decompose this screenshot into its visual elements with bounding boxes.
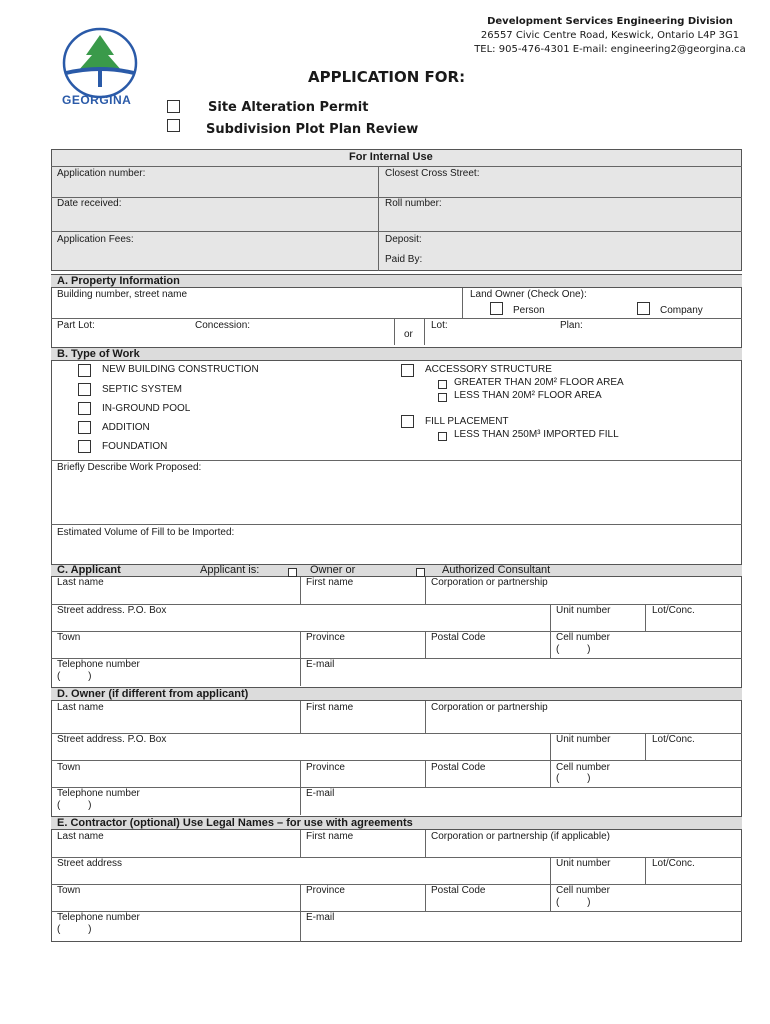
division-name: Development Services Engineering Division — [487, 16, 733, 27]
c-last-name-field[interactable]: Last name — [57, 577, 104, 588]
subdivision-checkbox[interactable] — [167, 119, 180, 132]
e-telephone-field[interactable]: Telephone number — [57, 912, 140, 923]
d-telephone-paren: ( ) — [57, 800, 92, 811]
c-unit-field[interactable]: Unit number — [556, 605, 611, 616]
addition-label: ADDITION — [102, 422, 150, 433]
c-town-field[interactable]: Town — [57, 632, 81, 643]
deposit-field[interactable]: Deposit: — [385, 234, 422, 245]
greater-checkbox[interactable] — [438, 380, 447, 389]
foundation-checkbox[interactable] — [78, 440, 91, 453]
part-lot-field[interactable]: Part Lot: — [57, 320, 95, 331]
company-checkbox[interactable] — [637, 302, 650, 315]
land-owner-label: Land Owner (Check One): — [470, 289, 587, 300]
d-lotconc-field[interactable]: Lot/Conc. — [652, 734, 695, 745]
consultant-label: Authorized Consultant — [442, 564, 551, 576]
accessory-label: ACCESSORY STRUCTURE — [425, 364, 552, 375]
accessory-checkbox[interactable] — [401, 364, 414, 377]
d-town-field[interactable]: Town — [57, 762, 81, 773]
d-first-name-field[interactable]: First name — [306, 702, 354, 713]
consultant-checkbox[interactable] — [416, 568, 425, 577]
georgina-logo — [56, 25, 146, 109]
building-street-field[interactable]: Building number, street name — [57, 289, 188, 300]
c-telephone-field[interactable]: Telephone number — [57, 659, 140, 670]
c-postal-field[interactable]: Postal Code — [431, 632, 486, 643]
e-email-field[interactable]: E-mail — [306, 912, 335, 923]
owner-label: Owner or — [310, 564, 356, 576]
or-label: or — [404, 329, 413, 340]
internal-use-heading: For Internal Use — [349, 151, 433, 163]
c-cell-paren: ( ) — [556, 644, 591, 655]
septic-checkbox[interactable] — [78, 383, 91, 396]
septic-label: SEPTIC SYSTEM — [102, 384, 183, 395]
d-email-field[interactable]: E-mail — [306, 788, 335, 799]
pool-checkbox[interactable] — [78, 402, 91, 415]
section-d-heading: D. Owner (if different from applicant) — [57, 688, 249, 700]
division-address: 26557 Civic Centre Road, Keswick, Ontario L4P 3G1 — [480, 30, 740, 41]
site-alteration-checkbox[interactable] — [167, 100, 180, 113]
section-a-heading: A. Property Information — [57, 275, 180, 287]
option-site-alteration[interactable] — [167, 100, 180, 118]
c-province-field[interactable]: Province — [306, 632, 345, 643]
company-label: Company — [660, 305, 703, 316]
c-cell-field[interactable]: Cell number — [556, 632, 610, 643]
c-lotconc-field[interactable]: Lot/Conc. — [652, 605, 695, 616]
fill-checkbox[interactable] — [401, 415, 414, 428]
application-number-field[interactable]: Application number: — [57, 168, 146, 179]
e-corporation-field[interactable]: Corporation or partnership (if applicable) — [431, 831, 610, 842]
describe-work-field[interactable]: Briefly Describe Work Proposed: — [57, 462, 202, 473]
d-cell-field[interactable]: Cell number — [556, 762, 610, 773]
header-block — [420, 15, 770, 57]
c-telephone-paren: ( ) — [57, 671, 92, 682]
pool-label: IN-GROUND POOL — [102, 403, 191, 414]
owner-checkbox[interactable] — [288, 568, 297, 577]
closest-cross-street-field[interactable]: Closest Cross Street: — [385, 168, 480, 179]
new-building-label: NEW BUILDING CONSTRUCTION — [102, 364, 259, 375]
option-site-alteration-label: Site Alteration Permit — [208, 100, 369, 115]
plan-field[interactable]: Plan: — [560, 320, 583, 331]
concession-field[interactable]: Concession: — [195, 320, 251, 331]
foundation-label: FOUNDATION — [102, 441, 168, 452]
section-b-heading: B. Type of Work — [57, 348, 140, 360]
fill-label: FILL PLACEMENT — [425, 416, 509, 427]
paid-by-field[interactable]: Paid By: — [385, 254, 423, 265]
e-unit-field[interactable]: Unit number — [556, 858, 611, 869]
new-building-checkbox[interactable] — [78, 364, 91, 377]
d-corporation-field[interactable]: Corporation or partnership — [431, 702, 548, 713]
applicant-is-label: Applicant is: — [200, 564, 260, 576]
e-cell-field[interactable]: Cell number — [556, 885, 610, 896]
person-label: Person — [513, 305, 545, 316]
e-lotconc-field[interactable]: Lot/Conc. — [652, 858, 695, 869]
c-first-name-field[interactable]: First name — [306, 577, 354, 588]
c-email-field[interactable]: E-mail — [306, 659, 335, 670]
e-street-field[interactable]: Street address — [57, 858, 123, 869]
e-province-field[interactable]: Province — [306, 885, 345, 896]
e-cell-paren: ( ) — [556, 897, 591, 908]
d-last-name-field[interactable]: Last name — [57, 702, 104, 713]
option-subdivision[interactable] — [167, 119, 180, 137]
d-cell-paren: ( ) — [556, 773, 591, 784]
c-corporation-field[interactable]: Corporation or partnership — [431, 577, 548, 588]
e-first-name-field[interactable]: First name — [306, 831, 354, 842]
option-subdivision-label: Subdivision Plot Plan Review — [206, 122, 419, 137]
c-street-field[interactable]: Street address. P.O. Box — [57, 605, 167, 616]
e-town-field[interactable]: Town — [57, 885, 81, 896]
application-fees-field[interactable]: Application Fees: — [57, 234, 134, 245]
d-street-field[interactable]: Street address. P.O. Box — [57, 734, 167, 745]
division-contact: TEL: 905-476-4301 E-mail: engineering2@georgina.ca — [474, 44, 746, 55]
e-telephone-paren: ( ) — [57, 924, 92, 935]
form-title: APPLICATION FOR: — [308, 68, 466, 86]
less-fill-label: LESS THAN 250M³ IMPORTED FILL — [454, 429, 619, 440]
section-e-heading: E. Contractor (optional) Use Legal Names – for use with agreements — [57, 817, 413, 829]
d-unit-field[interactable]: Unit number — [556, 734, 611, 745]
d-province-field[interactable]: Province — [306, 762, 345, 773]
date-received-field[interactable]: Date received: — [57, 198, 122, 209]
lot-field[interactable]: Lot: — [431, 320, 448, 331]
section-c-heading: C. Applicant — [57, 564, 121, 576]
logo-text: GEORGINA — [62, 93, 132, 107]
addition-checkbox[interactable] — [78, 421, 91, 434]
greater-label: GREATER THAN 20M² FLOOR AREA — [454, 377, 624, 388]
less-checkbox[interactable] — [438, 393, 447, 402]
less-label: LESS THAN 20M² FLOOR AREA — [454, 390, 602, 401]
less-fill-checkbox[interactable] — [438, 432, 447, 441]
person-checkbox[interactable] — [490, 302, 503, 315]
e-last-name-field[interactable]: Last name — [57, 831, 104, 842]
d-telephone-field[interactable]: Telephone number — [57, 788, 140, 799]
d-postal-field[interactable]: Postal Code — [431, 762, 486, 773]
roll-number-field[interactable]: Roll number: — [385, 198, 442, 209]
fill-volume-field[interactable]: Estimated Volume of Fill to be Imported: — [57, 527, 235, 538]
e-postal-field[interactable]: Postal Code — [431, 885, 486, 896]
